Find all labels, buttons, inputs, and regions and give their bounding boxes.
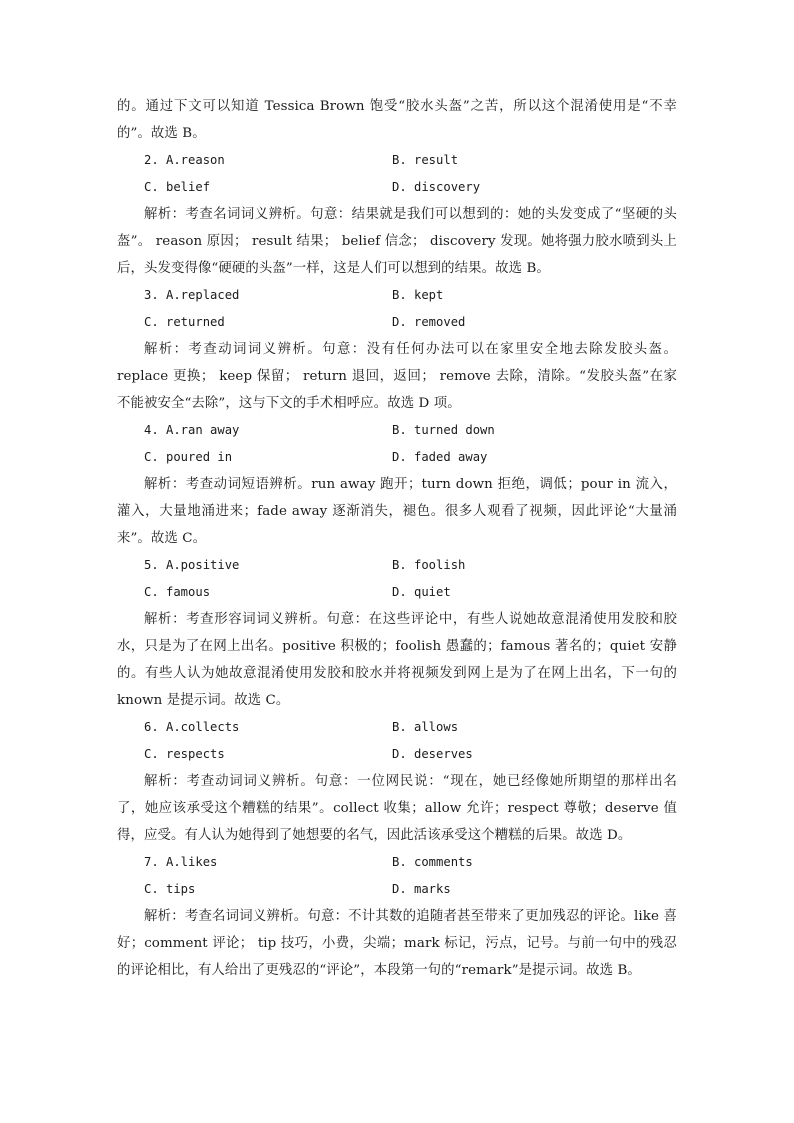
options-row [117, 444, 677, 471]
analysis-paragraph: 解析：考查动词词义辨析。句意：一位网民说：“现在，她已经像她所期望的那样出名了，她应该承受这个糟糕的结果”。collect 收集；allow 允许；respect 尊敬；deserve 值得，应受。有人认为她得到了她想要的名气，因此活该承受这个糟糕的后果。故选 D。 [117, 774, 677, 843]
intro-paragraph: 的。通过下文可以知道 Tessica Brown 饱受“胶水头盔”之苦，所以这个混淆使用是“不幸的”。故选 B。 [117, 99, 677, 141]
option-a: 3. A.replaced [144, 288, 240, 302]
question-7 [117, 849, 677, 984]
analysis-paragraph: 解析：考查动词词义辨析。句意：没有任何办法可以在家里安全地去除发胶头盔。replace 更换； keep 保留； return 退回，返回； remove 去除，清除。“发胶头盔”在家不能被安全“去除”，这与下文的手术相呼应。故选 D 项。 [117, 342, 677, 411]
option-c: C. famous [144, 585, 211, 599]
options-row [117, 876, 677, 903]
option-c: C. returned [144, 315, 225, 329]
option-d: D. marks [392, 882, 451, 896]
option-d: D. quiet [392, 585, 451, 599]
option-c: C. tips [144, 882, 196, 896]
analysis-paragraph: 解析：考查名词词义辨析。句意：不计其数的追随者甚至带来了更加残忍的评论。like 喜好；comment 评论； tip 技巧，小费，尖端；mark 标记，污点，记号。与前一句中的残忍的评论相比，有人给出了更残忍的“评论”，本段第一句的“remark”是提示词。故选 B。 [117, 909, 677, 978]
option-c: C. poured in [144, 450, 233, 464]
option-d: D. faded away [392, 450, 488, 464]
question-2 [117, 147, 677, 282]
option-b: B. foolish [392, 558, 466, 572]
options-row [117, 714, 677, 741]
option-b: B. allows [392, 720, 459, 734]
options-row [117, 417, 677, 444]
question-6 [117, 714, 677, 849]
options-row [117, 552, 677, 579]
option-c: C. belief [144, 180, 211, 194]
question-5 [117, 552, 677, 714]
options-row [117, 309, 677, 336]
option-d: D. discovery [392, 180, 481, 194]
options-row [117, 174, 677, 201]
option-a: 4. A.ran away [144, 423, 240, 437]
options-row [117, 282, 677, 309]
option-b: B. comments [392, 855, 473, 869]
question-3 [117, 282, 677, 417]
analysis-paragraph: 解析：考查动词短语辨析。run away 跑开；turn down 拒绝，调低；pour in 流入，灌入，大量地涌进来；fade away 逐渐消失，褪色。很多人观看了视频，因此评论“大量涌来”。故选 C。 [117, 477, 677, 546]
options-row [117, 741, 677, 768]
options-row [117, 147, 677, 174]
options-row [117, 579, 677, 606]
option-b: B. turned down [392, 423, 495, 437]
option-a: 5. A.positive [144, 558, 240, 572]
option-a: 2. A.reason [144, 153, 225, 167]
option-b: B. result [392, 153, 459, 167]
option-d: D. deserves [392, 747, 473, 761]
option-a: 6. A.collects [144, 720, 240, 734]
option-c: C. respects [144, 747, 225, 761]
document-page [117, 93, 677, 984]
question-4 [117, 417, 677, 552]
option-a: 7. A.likes [144, 855, 218, 869]
analysis-paragraph: 解析：考查形容词词义辨析。句意：在这些评论中，有些人说她故意混淆使用发胶和胶水，只是为了在网上出名。positive 积极的；foolish 愚蠢的；famous 著名的；quiet 安静的。有些人认为她故意混淆使用发胶和胶水并将视频发到网上是为了在网上出名，下一句的 known 是提示词。故选 C。 [117, 612, 677, 708]
option-d: D. removed [392, 315, 466, 329]
analysis-paragraph: 解析：考查名词词义辨析。句意：结果就是我们可以想到的：她的头发变成了“坚硬的头盔”。 reason 原因； result 结果； belief 信念； discovery 发现。她将强力胶水喷到头上后，头发变得像“硬硬的头盔”一样，这是人们可以想到的结果。故选 B。 [117, 207, 677, 276]
options-row [117, 849, 677, 876]
option-b: B. kept [392, 288, 444, 302]
